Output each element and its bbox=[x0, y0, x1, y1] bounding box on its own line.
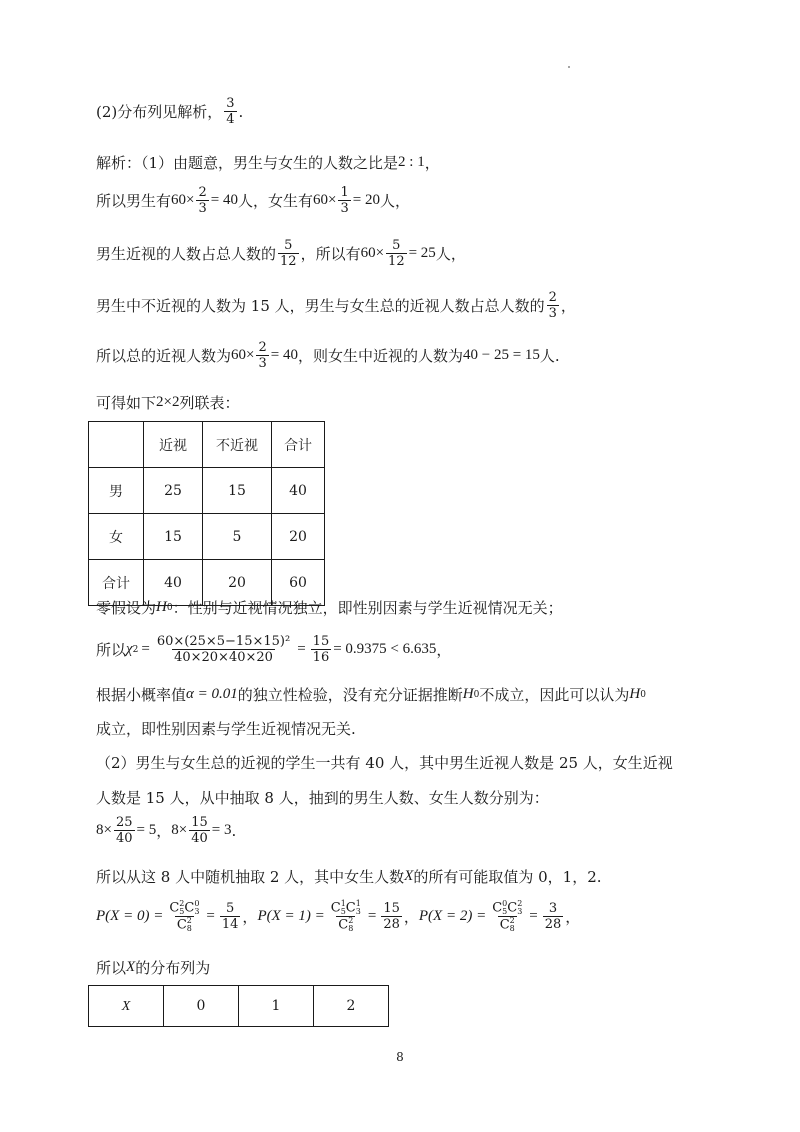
solution-intro-line: 解析：（1）由题意，男生与女生的人数之比是 2 : 1 ， bbox=[96, 154, 440, 172]
part2-line-2: 人数是 15 人，从中抽取 8 人，抽到的男生人数、女生人数分别为： bbox=[96, 789, 549, 807]
chi-square-line: 所以 χ 2 = $\frac{\text{60×(25×5−15×15)²}}{40\times 20\times 40\times 20}$ = $\frac{15}{16}$ = 0.9375 < 6.635 ， bbox=[96, 634, 452, 665]
distribution-intro-line: 所以 X 的分布列为 bbox=[96, 959, 211, 977]
table-row: 合计 40 20 60 bbox=[89, 560, 325, 606]
table-intro-line: 可得如下 2×2 列联表： bbox=[96, 394, 240, 412]
answer-fraction: $\frac{3}{4}$ bbox=[226, 96, 235, 127]
conclusion-line-1: 根据小概率值 α = 0.01 的独立性检验，没有充分证据推断 H 0 不成立，因此可以认为 H 0 bbox=[96, 686, 646, 704]
distribution-table bbox=[88, 985, 389, 1027]
page-number: 8 bbox=[396, 1050, 404, 1064]
contingency-table bbox=[88, 421, 325, 606]
non-myopia-line: 男生中不近视的人数为 15 人，男生与女生总的近视人数占总人数的 $\frac{2}{3}$ ， bbox=[96, 290, 576, 321]
part2-line-1: （2）男生与女生总的近视的学生一共有 40 人，其中男生近视人数是 25 人，女生近视 bbox=[96, 754, 673, 772]
male-myopia-line: 男生近视的人数占总人数的 $\frac{5}{12}$ ，所以有 60× $\frac{5}{12}$ = 25 人， bbox=[96, 238, 466, 269]
ratio: 2 : 1 bbox=[398, 154, 425, 170]
table-row: X 0 1 2 bbox=[89, 986, 389, 1027]
null-hypothesis-line: 零假设为 H 0 ：性别与近视情况独立，即性别因素与学生近视情况无关； bbox=[96, 599, 563, 617]
table-row: 女 15 5 20 bbox=[89, 514, 325, 560]
total-myopia-line: 所以总的近视人数为 60× $\frac{2}{3}$ = 40 ，则女生中近视的人数为 40 − 25 = 15 人. bbox=[96, 340, 560, 371]
conclusion-line-2: 成立，即性别因素与学生近视情况无关. bbox=[96, 720, 356, 738]
male-female-count-line: 所以男生有 60× $\frac{2}{3}$ = 40 人，女生有 60× $\frac{1}{3}$ = 20 人， bbox=[96, 185, 410, 216]
probabilities-line: P(X = 0) = C 2 5 C 0 3 C 2 8 = $\frac{5}{14}$ ， P(X = 1) = C 1 5 C 1 3 C 2 8 = $\frac{15}{28}$ ， P(X = 2) = C 0 5 C 2 3 C 2 8 = $\frac{3}{28}$ ， bbox=[96, 899, 581, 933]
speck bbox=[568, 66, 570, 68]
answer-part2-text: (2)分布列见解析， bbox=[96, 103, 223, 121]
answer-part2-line: (2)分布列见解析， $\frac{3}{4}$ . bbox=[96, 96, 244, 127]
sampling-line: 8× $\frac{25}{40}$ = 5 ， 8× $\frac{15}{40}$ = 3 . bbox=[96, 815, 237, 846]
table-row: 近视 不近视 合计 bbox=[89, 422, 325, 468]
choose-line: 所以从这 8 人中随机抽取 2 人，其中女生人数 X 的所有可能取值为 0，1，2. bbox=[96, 868, 602, 886]
table-row: 男 25 15 40 bbox=[89, 468, 325, 514]
